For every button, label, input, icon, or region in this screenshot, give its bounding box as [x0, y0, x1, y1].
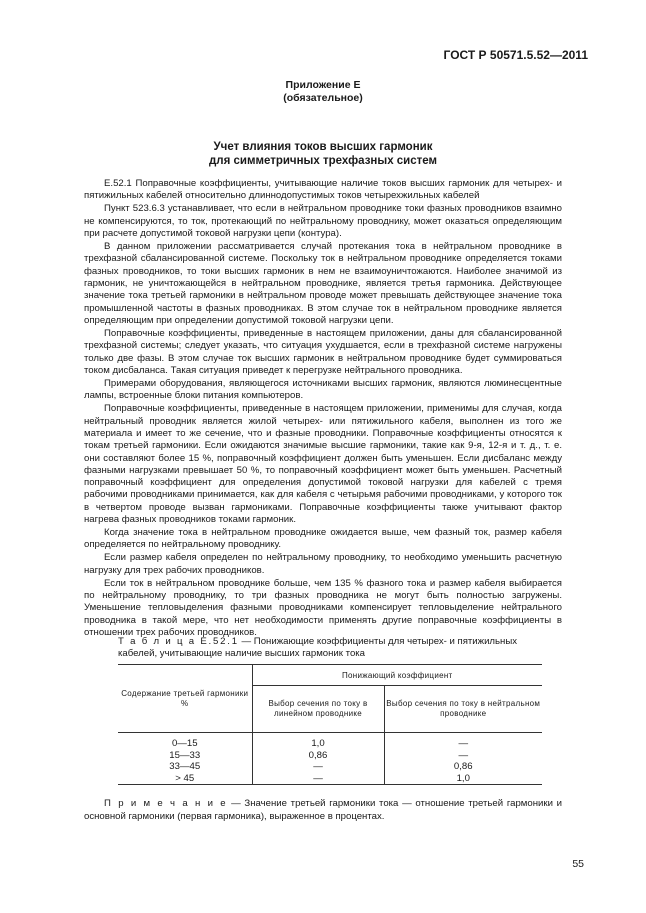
paragraph: Пункт 523.6.3 устанавливает, что если в нейтральном проводнике токи фазных проводников взаимно не компенсируются, то ток, протекающий по нейтральному проводнику, может оказаться определяющим при расчете допустимой токовой нагрузки цепи (контура). — [84, 203, 562, 239]
cell-content: > 45 — [118, 773, 252, 785]
paragraph: Поправочные коэффициенты, приведенные в настоящем приложении, даны для сбалансированной трехфазной системы; следует указать, что ситуация ухудшается, если в трехфазной системе нагружены только две фазы. В этом случае ток высших гармоник в нейтральном проводнике будет суммироваться током дисбаланса. Такая ситуация приведет к перегрузке нейтрального проводника. — [84, 327, 562, 376]
paragraph: Поправочные коэффициенты, приведенные в настоящем приложении, применимы для случая, когда нейтральный проводник является жилой четырех- или пятижильного кабеля, выполнен из того же материала и имеет то же сечение, что и фазные проводники. Поправочные коэффициенты относятся к токам третьей гармоники. Если ожидаются значимые высшие гармоники, такие как 9-я, 12-я и т. д., т. е. они составляют более 15 %, поправочный коэффициент должен быть уменьшен. Если дисбаланс между фазными нагрузками превышает 50 %, то поправочный коэффициент может быть уменьшен. Расчетный поправочный коэффициент для определения допустимой токовой нагрузки для кабелей с тремя рабочими проводниками принимается, как для кабеля с четырьмя рабочими проводниками, у которого ток в четвертом проводе вызван гармониками. Поправочные коэффициенты также учитывают фактор нагрева фазных проводников токами гармоник. — [84, 403, 562, 525]
page-number: 55 — [572, 858, 584, 870]
section-title — [0, 140, 646, 168]
note-text: — Значение третьей гармоники тока — отношение третьей гармоники и основной гармоники (первая гармоника), выраженное в процентах. — [84, 798, 562, 822]
cell-content: 0—15 — [171, 738, 198, 749]
cell-neutral: — — [384, 733, 542, 750]
table-note — [84, 797, 562, 823]
table-row — [118, 761, 542, 773]
table-caption-label: Т а б л и ц а Е.52.1 — [118, 636, 239, 647]
header-reduction-factor: Понижающий коэффициент — [252, 665, 542, 686]
paragraph: Примерами оборудования, являющегося источниками высших гармоник, являются люминесцентные лампы, встроенные блоки питания компьютеров. — [84, 377, 562, 402]
table-row — [118, 750, 542, 762]
paragraph: Если размер кабеля определен по нейтральному проводнику, то необходимо уменьшить расчетную нагрузку для трех рабочих проводников. — [84, 552, 562, 576]
paragraph: Когда значение тока в нейтральном проводнике ожидается выше, чем фазный ток, размер кабеля определяется по нейтральному проводнику. — [84, 527, 562, 551]
cell-content: 33—45 — [169, 761, 201, 772]
appendix-title: Приложение Е — [285, 79, 361, 91]
cell-neutral: 0,86 — [384, 761, 542, 773]
appendix-subtitle: (обязательное) — [283, 92, 363, 104]
section-title-line1: Учет влияния токов высших гармоник — [213, 141, 433, 153]
reduction-factor-table — [118, 664, 542, 785]
table-row — [118, 733, 542, 750]
body-text — [84, 178, 562, 640]
standard-code: ГОСТ Р 50571.5.52—2011 — [443, 48, 588, 62]
section-title-line2: для симметричных трехфазных систем — [208, 155, 438, 167]
cell-phase: 0,86 — [252, 750, 384, 762]
cell-phase: — — [252, 773, 384, 785]
cell-phase: 1,0 — [252, 733, 384, 750]
table-row — [118, 773, 542, 785]
header-harmonic-content: Содержание третьей гармоники % — [118, 665, 252, 733]
cell-content: 15—33 — [169, 749, 201, 761]
paragraph: Если ток в нейтральном проводнике больше, чем 135 % фазного тока и размер кабеля выбирается по нейтральному проводнику, то три фазных проводника не могут быть полностью загружены. Уменьшение тепловыделения фазными проводниками компенсирует тепловыделение нейтрального проводника в такой мере, что нет необходимости применять другие поправочные коэффициенты в отношении трех рабочих проводников. — [84, 577, 562, 639]
note-label: П р и м е ч а н и е — [104, 798, 228, 809]
paragraph: Е.52.1 Поправочные коэффициенты, учитывающие наличие токов высших гармоник для четырех- и пятижильных кабелей относительно длиннодопустимых токов четырехжильных кабелей — [84, 178, 562, 202]
paragraph: В данном приложении рассматривается случай протекания тока в нейтральном проводнике в трехфазной сбалансированной системе. Поскольку ток в нейтральном проводнике определяется токами фазных проводников, то токи высших гармоник в нем не взаимоуничтожаются. Наиболее значимой из гармоник, не уничтожающейся в нейтральном проводнике, является третья гармоника. Действующее значение тока третьей гармоники в нейтральном проводе может превышать действующее значение тока промышленной частоты в фазных проводниках. В этом случае ток в нейтральном проводнике является определяющим при определении допустимой токовой нагрузки цепи. — [84, 241, 562, 326]
cell-neutral: — — [384, 750, 542, 762]
cell-phase: — — [252, 761, 384, 773]
appendix-heading — [0, 79, 646, 105]
cell-neutral: 1,0 — [384, 773, 542, 785]
header-neutral-conductor: Выбор сечения по току в нейтральном проводнике — [384, 686, 542, 733]
table-caption — [118, 636, 548, 661]
table-caption-text: — Понижающие коэффициенты для четырех- и пятижильных кабелей, учитывающие наличие высших гармоник тока — [118, 636, 518, 660]
header-phase-conductor: Выбор сечения по току в линейном проводнике — [252, 686, 384, 733]
